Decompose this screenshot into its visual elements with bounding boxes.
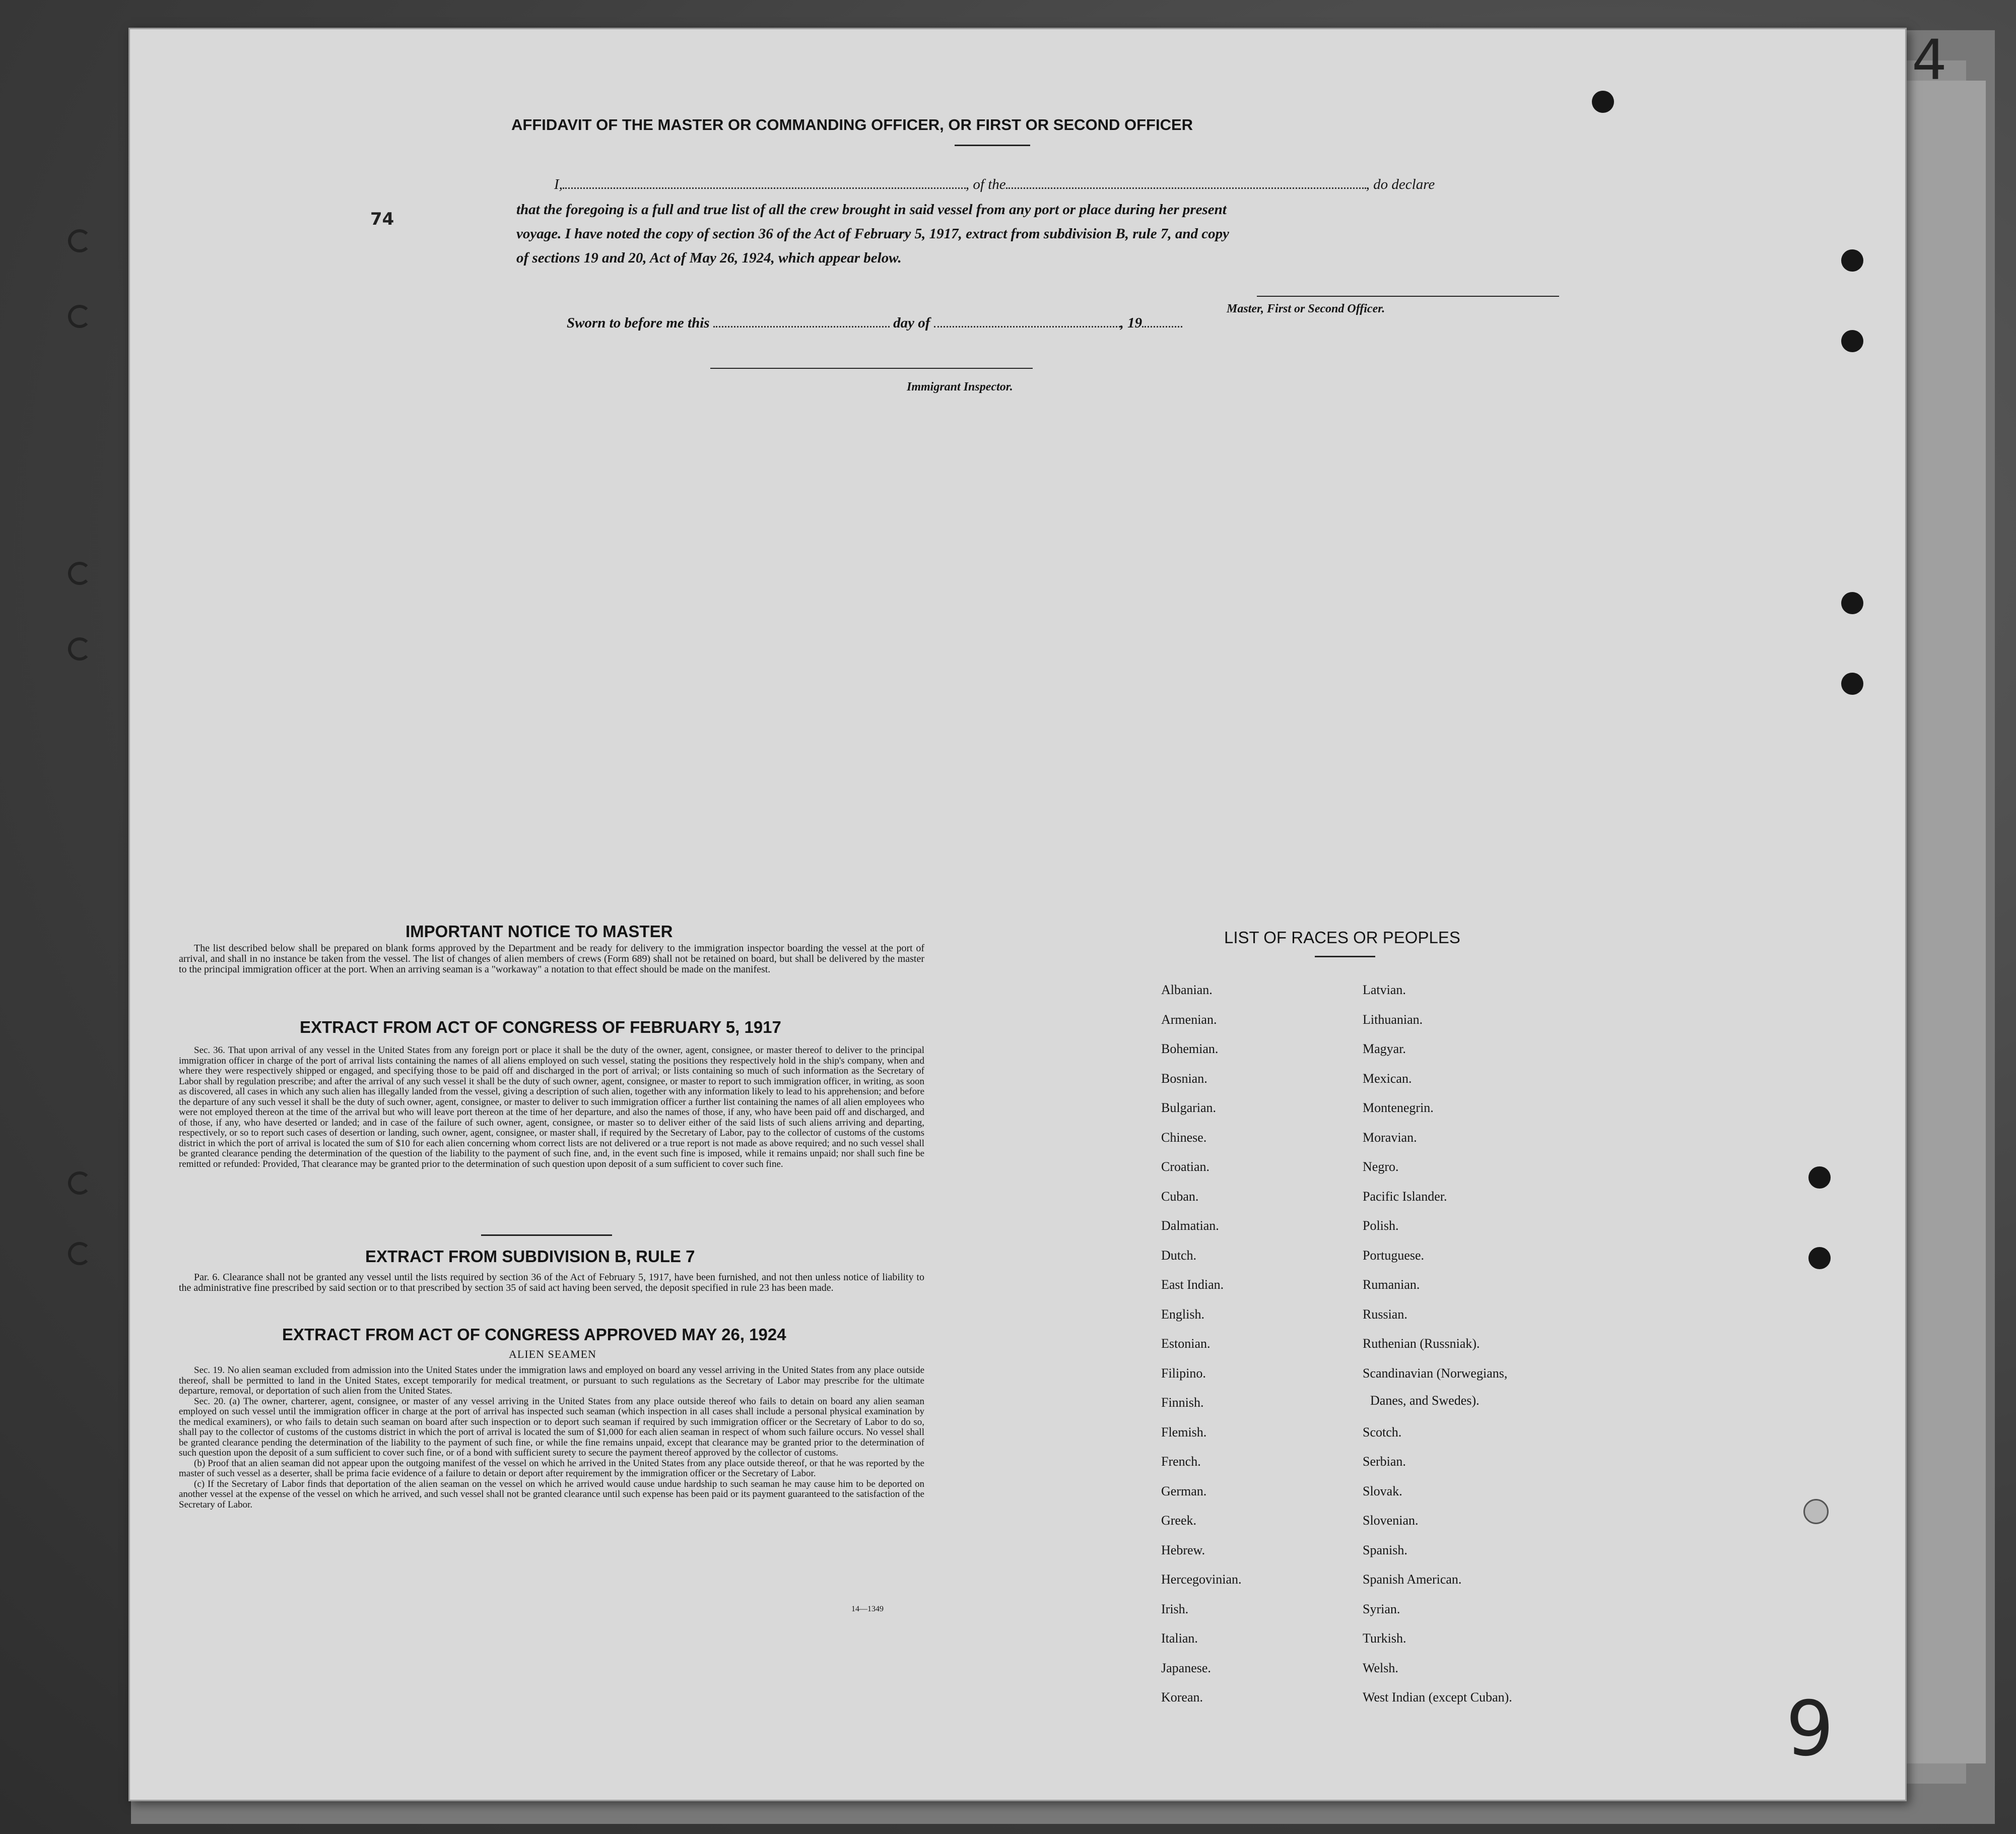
- race-right-item: Pacific Islander.: [1363, 1189, 1447, 1204]
- race-right-item: Mexican.: [1363, 1071, 1412, 1086]
- year-prefix: , 19: [1120, 315, 1143, 331]
- punch-hole-left-4: [68, 637, 91, 661]
- year-blank: [1142, 321, 1182, 328]
- manifest-page: [128, 28, 1947, 1801]
- race-right-item: Moravian.: [1363, 1130, 1417, 1145]
- race-left-item: Croatian.: [1161, 1159, 1210, 1174]
- affidavit-line1: [554, 176, 1435, 193]
- punch-hole-left-3: [68, 562, 91, 585]
- race-left-item: Hercegovinian.: [1161, 1572, 1242, 1587]
- vessel-blank: [1006, 182, 1366, 189]
- handwritten-corner-number: 9: [1786, 1685, 1834, 1773]
- race-scandinavian-continued: Danes, and Swedes).: [1370, 1393, 1480, 1408]
- do-declare-label: , do declare: [1366, 176, 1435, 192]
- race-right-item: Russian.: [1363, 1306, 1407, 1322]
- race-left-item: Bohemian.: [1161, 1041, 1219, 1056]
- affidavit-line4: of sections 19 and 20, Act of May 26, 1924, which appear below.: [516, 250, 902, 266]
- form-number: 14—1349: [851, 1605, 884, 1613]
- inspector-label: Immigrant Inspector.: [907, 380, 1013, 394]
- race-left-item: Flemish.: [1161, 1424, 1207, 1439]
- race-right-item: Scandinavian (Norwegians,: [1363, 1365, 1508, 1381]
- handwritten-page-number: 4: [1912, 28, 1947, 92]
- sec20a-paragraph: Sec. 20. (a) The owner, charterer, agent, consignee, or master of any vessel arriving in the United States from any place outside thereof who fails to detain on board any alien seaman employed on such vessel until the immigration officer in charge at the port of arrival has inspected such seaman (which inspection in all cases shall include a personal physical examination by the medical examiners), or who fails to detain such seaman on board after such inspection or to deport such seaman if required by such immigration officer or the Secretary of Labor to do so, shall pay to the collector of customs of the customs district in which the port of arrival is located the sum of $1,000 for each alien seaman in respect of whom such failure occurs. No vessel shall be granted clearance pending the determination of the liability to the payment of such fine, or while the fine remains unpaid, except that clearance may be granted prior to the determination of such question upon the deposit of a sum sufficient to cover such fine, or of a bond with sufficient surety to secure the payment thereof approved by the collector of customs.: [179, 1396, 924, 1458]
- sec19-paragraph: Sec. 19. No alien seaman excluded from admission into the United States under the immigration laws and employed on board any vessel arriving in the United States from any place outside thereof, shall be permitted to land in the United States, except temporarily for medical treatment, or pursuant to such regulations as the Secretary of Labor may prescribe for the ultimate departure, removal, or deportation of such alien from the United States.: [179, 1365, 924, 1396]
- races-title: LIST OF RACES OR PEOPLES: [1224, 928, 1460, 947]
- of-the-label: , of the: [965, 176, 1006, 192]
- punch-hole-right-4: [1841, 592, 1863, 614]
- handwritten-margin-mark: 74: [370, 209, 394, 229]
- race-right-item: Slovak.: [1363, 1483, 1402, 1498]
- race-left-item: English.: [1161, 1306, 1204, 1322]
- signature-line: [1257, 296, 1559, 297]
- race-right-item: Montenegrin.: [1363, 1100, 1434, 1115]
- race-right-item: Latvian.: [1363, 982, 1406, 997]
- race-right-item: Syrian.: [1363, 1601, 1400, 1616]
- sworn-day-blank: [713, 321, 890, 328]
- punch-hole-right-3: [1841, 330, 1863, 352]
- race-right-item: Spanish American.: [1363, 1572, 1462, 1587]
- punch-hole-right-2: [1841, 249, 1863, 272]
- inspector-signature-line: [710, 368, 1033, 369]
- sworn-label: Sworn to before me this: [567, 315, 710, 331]
- race-left-item: Armenian.: [1161, 1012, 1217, 1027]
- extract-1924-title: EXTRACT FROM ACT OF CONGRESS APPROVED MAY 26, 1924: [282, 1325, 786, 1344]
- sec36-paragraph: Sec. 36. That upon arrival of any vessel in the United States from any foreign port or place it shall be the duty of the owner, agent, consignee, or master thereof to deliver to the principal immigration officer in charge of the port of arrival lists containing the names of all aliens employed on such vessel, stating the positions they respectively hold in the ship's company, when and where they were respectively shipped or engaged, and specifying those to be paid off and discharged in the port of arrival; or lists containing so much of such information as the Secretary of Labor shall by regulation prescribe; and after the arrival of any such vessel it shall be the duty of such owner, agent, consignee, or master to report to such immigration officer, in writing, as soon as discovered, all cases in which any such alien has illegally landed from the vessel, giving a description of such alien, together with any information likely to lead to his apprehension; and before the departure of any such vessel it shall be the duty of such owner, agent, consignee, or master to deliver to such immigration officer a further list containing the names of all alien employees who were not employed thereon at the time of the arrival but who will leave port thereon at the time of her departure, and also the names of those, if any, who have been paid off and discharged, and of those, if any, who have deserted or landed; and in case of the failure of such owner, agent, consignee, or master so to deliver either of the said lists of such aliens arriving and departing, respectively, or so to report such cases of desertion or landing, such owner, agent, consignee, or master shall, if required by the Secretary of Labor, pay to the collector of customs of the customs district in which the port of arrival is located the sum of $10 for each alien concerning whom correct lists are not delivered or a true report is not made as above required; and no such vessel shall be granted clearance pending the determination of the question of the liability to the payment of such fine, and, in the event such fine is imposed, while it remains unpaid; nor shall such fine be remitted or refunded: Provided, That clearance may be granted prior to the determination of such question upon deposit of a sum sufficient to cover such fine.: [179, 1045, 924, 1169]
- race-right-item: Lithuanian.: [1363, 1012, 1423, 1027]
- sec20c-paragraph: (c) If the Secretary of Labor finds that deportation of the alien seaman on the vessel on which he arrived would cause undue hardship to such seaman he may cause him to be deported on another vessel at the expense of the vessel on which he arrived, and such vessel shall not be granted clearance until such expense has been paid or its payment guaranteed to the satisfaction of the Secretary of Labor.: [179, 1478, 924, 1510]
- race-left-item: Cuban.: [1161, 1189, 1199, 1204]
- race-left-item: Bosnian.: [1161, 1071, 1207, 1086]
- race-right-item: Negro.: [1363, 1159, 1399, 1174]
- race-left-item: Hebrew.: [1161, 1542, 1205, 1557]
- punch-hole-left-5: [68, 1171, 91, 1195]
- race-right-item: Scotch.: [1363, 1424, 1402, 1439]
- race-right-item: Spanish.: [1363, 1542, 1407, 1557]
- affidavit-title-rule: [955, 145, 1030, 146]
- race-left-item: French.: [1161, 1454, 1201, 1469]
- punch-hole-right-1: [1592, 91, 1614, 113]
- name-blank: [563, 182, 966, 189]
- race-right-item: Serbian.: [1363, 1454, 1406, 1469]
- extract-1917-title: EXTRACT FROM ACT OF CONGRESS OF FEBRUARY 5, 1917: [300, 1018, 781, 1036]
- notice-paragraph: The list described below shall be prepared on blank forms approved by the Department and be ready for delivery to the immigration inspector boarding the vessel at the port of arrival, and shall in no instance be taken from the vessel. The list of changes of alien members of crews (Form 689) shall not be retained on board, but shall be delivered by the master to the principal immigration officer at the port. When an arriving seaman is a "workaway" a notation to that effect should be made on the manifest.: [179, 943, 924, 975]
- affidavit-line3: voyage. I have noted the copy of section 36 of the Act of February 5, 1917, extract from subdivision B, rule 7, and copy: [516, 226, 1229, 242]
- race-left-item: Irish.: [1161, 1601, 1189, 1616]
- punch-hole-right-5: [1841, 673, 1863, 695]
- race-left-item: Albanian.: [1161, 982, 1213, 997]
- rule7-text: [179, 1272, 924, 1293]
- race-left-item: German.: [1161, 1483, 1207, 1498]
- notice-title: IMPORTANT NOTICE TO MASTER: [406, 922, 673, 941]
- race-left-item: Estonian.: [1161, 1336, 1211, 1351]
- race-right-item: West Indian (except Cuban).: [1363, 1690, 1512, 1705]
- race-left-item: Korean.: [1161, 1690, 1203, 1705]
- rule7-title: EXTRACT FROM SUBDIVISION B, RULE 7: [365, 1247, 695, 1266]
- race-right-item: Slovenian.: [1363, 1513, 1419, 1528]
- punch-hole-left-1: [68, 229, 91, 252]
- race-left-item: East Indian.: [1161, 1277, 1224, 1292]
- race-right-item: Welsh.: [1363, 1660, 1398, 1675]
- punch-hole-left-2: [68, 305, 91, 328]
- race-left-item: Filipino.: [1161, 1365, 1206, 1381]
- alien-seamen-subtitle: ALIEN SEAMEN: [509, 1348, 596, 1360]
- sec20b-paragraph: (b) Proof that an alien seaman did not appear upon the outgoing manifest of the vessel on which he arrived in the United States from any place outside thereof, or that he was reported by the master of such vessel as a deserter, shall be prima facie evidence of a failure to detain or deport after requirement by the immigration officer or the Secretary of Labor.: [179, 1458, 924, 1479]
- race-left-item: Chinese.: [1161, 1130, 1207, 1145]
- day-of-label: day of: [893, 315, 930, 331]
- extract-1924-text: [179, 1365, 924, 1510]
- i-label: I,: [554, 176, 563, 192]
- signature-label: Master, First or Second Officer.: [1227, 302, 1385, 315]
- race-right-item: Ruthenian (Russniak).: [1363, 1336, 1480, 1351]
- punch-hole-right-7: [1808, 1247, 1831, 1269]
- sworn-month-blank: [934, 321, 1120, 328]
- race-right-item: Turkish.: [1363, 1631, 1406, 1646]
- race-left-item: Japanese.: [1161, 1660, 1211, 1675]
- punch-hole-right-6: [1808, 1166, 1831, 1189]
- races-title-rule: [1315, 956, 1375, 957]
- race-left-item: Italian.: [1161, 1631, 1198, 1646]
- notice-text: [179, 943, 924, 975]
- race-left-item: Bulgarian.: [1161, 1100, 1217, 1115]
- extract-1917-text: [179, 1045, 924, 1169]
- sworn-line: [567, 315, 1182, 332]
- punch-hole-left-6: [68, 1242, 91, 1265]
- race-right-item: Rumanian.: [1363, 1277, 1420, 1292]
- race-left-item: Dalmatian.: [1161, 1218, 1219, 1233]
- race-left-item: Greek.: [1161, 1513, 1197, 1528]
- race-right-item: Magyar.: [1363, 1041, 1406, 1056]
- par6-paragraph: Par. 6. Clearance shall not be granted any vessel until the lists required by section 36 of the Act of February 5, 1917, have been furnished, and not then unless notice of liability to the administrative fine prescribed by said section or to that prescribed by section 35 of said act having been served, the deposit specified in rule 23 has been made.: [179, 1272, 924, 1293]
- race-left-item: Dutch.: [1161, 1248, 1197, 1263]
- affidavit-title: AFFIDAVIT OF THE MASTER OR COMMANDING OFFICER, OR FIRST OR SECOND OFFICER: [511, 116, 1193, 134]
- race-right-item: Polish.: [1363, 1218, 1399, 1233]
- punch-hole-right-8: [1803, 1499, 1829, 1524]
- affidavit-line2: that the foregoing is a full and true list of all the crew brought in said vessel from any port or place during her present: [516, 202, 1227, 218]
- race-left-item: Finnish.: [1161, 1395, 1204, 1410]
- race-right-item: Portuguese.: [1363, 1248, 1425, 1263]
- section-divider: [481, 1234, 612, 1236]
